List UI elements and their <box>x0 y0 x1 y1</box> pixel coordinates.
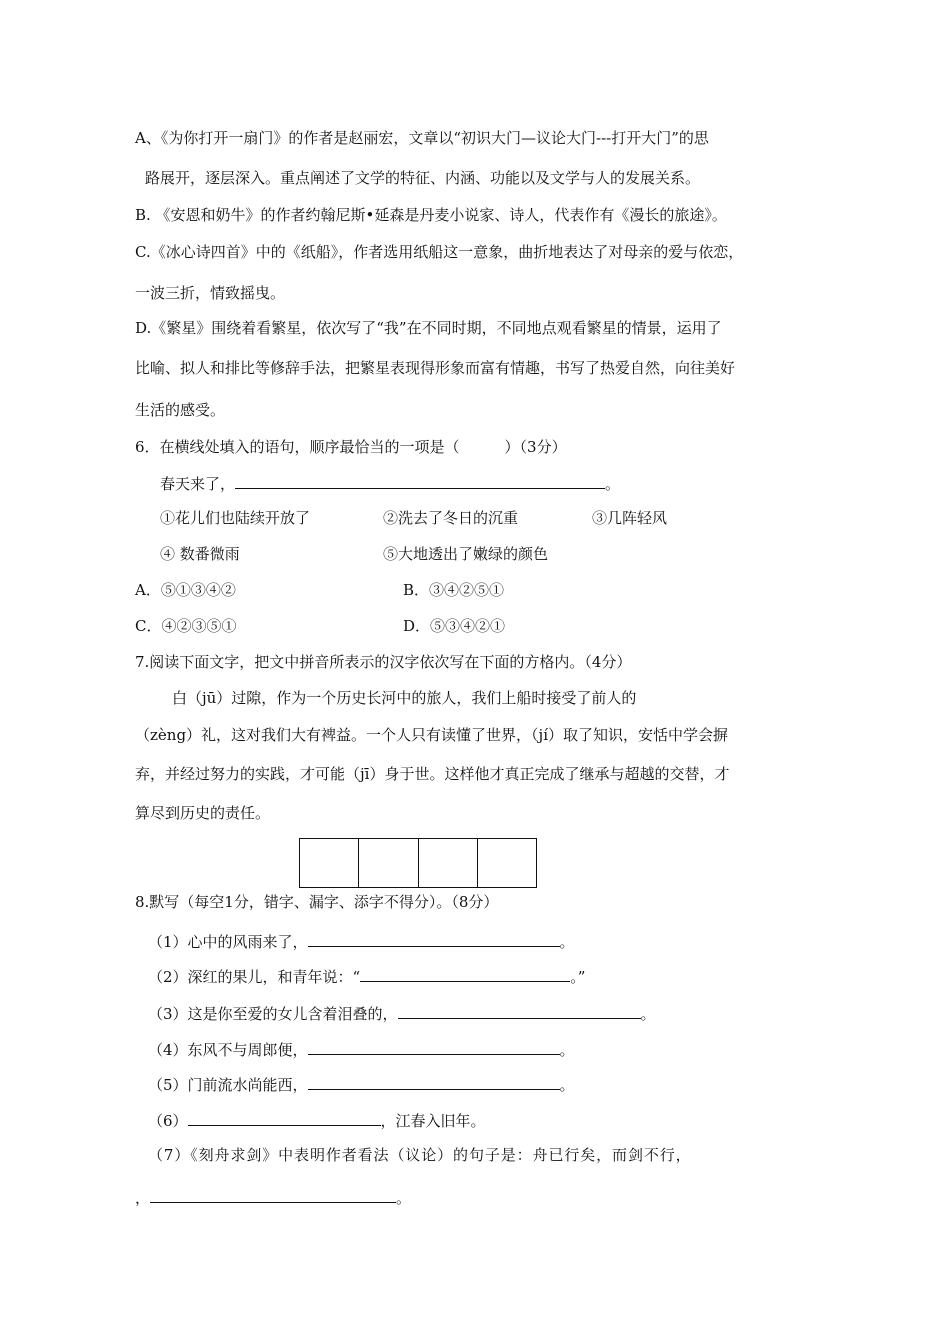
q6-item-1: ①花儿们也陆续开放了 <box>160 509 311 527</box>
q5-option-a-line2: 路展开，逐层深入。重点阐述了文学的特征、内涵、功能以及文学与人的发展关系。 <box>145 169 701 187</box>
q7-answer-box-2[interactable] <box>359 839 418 887</box>
q6-prompt-post: 。 <box>605 475 621 493</box>
q8-item-1-prompt: （1）心中的风雨来了， <box>148 933 308 951</box>
q8-item-6 <box>148 1109 486 1131</box>
q8-item-4-blank[interactable] <box>308 1038 560 1055</box>
q7-answer-box-3[interactable] <box>419 839 478 887</box>
q8-item-4-prompt: （4）东风不与周郎便， <box>148 1041 308 1059</box>
q6-option-c: C．④②③⑤① <box>135 617 237 635</box>
q8-item-7-end: 。 <box>396 1189 412 1207</box>
q7-stem: 7.阅读下面文字，把文中拼音所表示的汉字依次写在下面的方格内。（4分） <box>135 653 632 671</box>
q6-prompt <box>160 472 620 494</box>
q8-item-4 <box>148 1038 575 1060</box>
q8-item-6-blank[interactable] <box>188 1109 381 1126</box>
q8-item-5-end: 。 <box>559 1076 575 1094</box>
q8-item-6-end: ，江春入旧年。 <box>380 1112 486 1130</box>
q6-answer-blank[interactable] <box>235 472 605 489</box>
q6-option-b: B．③④②⑤① <box>403 581 505 599</box>
q5-option-d-line3: 生活的感受。 <box>135 401 226 419</box>
q8-item-3-end: 。 <box>640 1005 656 1023</box>
q8-item-7-blank[interactable] <box>150 1186 396 1203</box>
q8-item-1-blank[interactable] <box>308 930 560 947</box>
q5-option-c-line2: 一波三折，情致摇曳。 <box>135 284 286 302</box>
q8-item-2-end: 。” <box>570 968 586 986</box>
q5-option-d-line1: D.《繁星》围绕着看繁星，依次写了“我”在不同时期，不同地点观看繁星的情景，运用了 <box>135 319 722 337</box>
q7-answer-box-4[interactable] <box>478 839 536 887</box>
q7-answer-box-1[interactable] <box>300 839 359 887</box>
q6-item-4: ④ 数番微雨 <box>160 545 240 563</box>
q6-stem: 6．在横线处填入的语句，顺序最恰当的一项是（ ）（3分） <box>135 438 567 456</box>
q8-item-2-blank[interactable] <box>360 965 570 982</box>
q8-item-3-prompt: （3）这是你至爱的女儿含着泪叠的， <box>148 1005 398 1023</box>
q8-item-4-end: 。 <box>559 1041 575 1059</box>
q5-option-d-line2: 比喻、拟人和排比等修辞手法，把繁星表现得形象而富有情趣，书写了热爱自然，向往美好 <box>135 359 736 377</box>
q8-item-5 <box>148 1073 575 1095</box>
q7-passage-line2: （zèng）礼，这对我们大有裨益。一个人只有读懂了世界，（jí）取了知识，安恬中学会摒 <box>135 726 728 744</box>
q5-option-b: B. 《安恩和奶牛》的作者约翰尼斯•延森是丹麦小说家、诗人，代表作有《漫长的旅途》。 <box>135 206 727 224</box>
q8-item-7-answer <box>135 1186 411 1208</box>
q8-item-2 <box>148 965 585 987</box>
q6-item-2: ②洗去了冬日的沉重 <box>383 509 519 527</box>
q7-passage-line4: 算尽到历史的责任。 <box>135 804 271 822</box>
q8-stem: 8.默写（每空1分，错字、漏字、添字不得分）。（8分） <box>135 893 499 911</box>
q8-item-7: （7）《刻舟求剑》中表明作者看法（议论）的句子是：舟已行矣，而剑不行， <box>148 1146 692 1164</box>
q7-answer-grid <box>299 838 537 888</box>
q7-passage-line1: 白（jū）过隙，作为一个历史长河中的旅人，我们上船时接受了前人的 <box>172 689 637 707</box>
q8-item-3 <box>148 1002 656 1024</box>
q8-item-6-prompt: （6） <box>148 1112 188 1130</box>
q8-item-1-end: 。 <box>559 933 575 951</box>
q5-option-a-line1: A、《为你打开一扇门》的作者是赵丽宏，文章以“初识大门—议论大门---打开大门”的思 <box>135 129 709 147</box>
q6-item-5: ⑤大地透出了嫩绿的颜色 <box>383 545 549 563</box>
q7-passage-line3: 弃，并经过努力的实践，才可能（jī）身于世。这样他才真正完成了继承与超越的交替，才 <box>135 765 730 783</box>
q8-item-5-prompt: （5）门前流水尚能西， <box>148 1076 308 1094</box>
q6-option-a: A．⑤①③④② <box>135 581 236 599</box>
q8-item-1 <box>148 930 575 952</box>
q6-option-d: D．⑤③④②① <box>403 617 506 635</box>
q6-prompt-pre: 春天来了， <box>160 475 236 493</box>
q5-option-c-line1: C.《冰心诗四首》中的《纸船》，作者选用纸船这一意象，曲折地表达了对母亲的爱与依恋， <box>135 243 744 261</box>
q8-item-3-blank[interactable] <box>398 1002 641 1019</box>
q6-item-3: ③几阵轻风 <box>592 509 668 527</box>
q8-item-7-comma: ， <box>135 1189 151 1207</box>
q8-item-2-prompt: （2）深红的果儿，和青年说：“ <box>148 968 361 986</box>
q8-item-5-blank[interactable] <box>308 1073 560 1090</box>
